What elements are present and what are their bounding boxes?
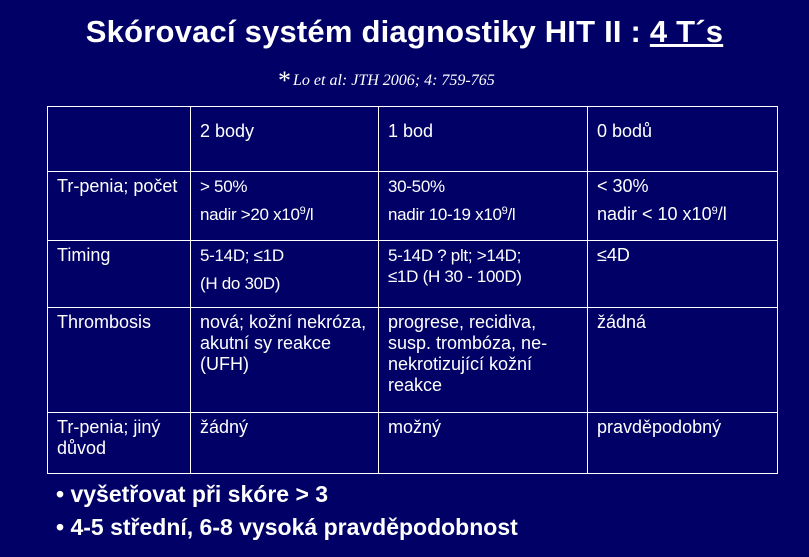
cell-line [597, 204, 769, 225]
table-cell [191, 172, 379, 241]
table-cell [588, 172, 778, 241]
table-cell [588, 241, 778, 308]
row-label: Thrombosis [48, 308, 191, 413]
superscript: 9 [711, 205, 718, 217]
cell-line [388, 204, 579, 225]
table-row-other-cause [48, 413, 778, 474]
table-row-thrombosis [48, 308, 778, 413]
bullet-item: • 4-5 střední, 6-8 vysoká pravděpodobnost [56, 514, 518, 540]
table-cell: možný [379, 413, 588, 474]
table-cell: progrese, recidiva, susp. trombóza, ne-nekrotizující kožní reakce [379, 308, 588, 413]
table-cell: žádná [588, 308, 778, 413]
table-cell [379, 172, 588, 241]
scoring-table [47, 106, 778, 474]
citation-text: Lo et al: JTH 2006; 4: 759-765 [293, 72, 495, 89]
cell-text: /l [305, 205, 314, 224]
header-cell-1-point: 1 bod [379, 107, 588, 172]
table-cell [379, 241, 588, 308]
superscript: 9 [501, 205, 508, 217]
citation-star: * [278, 66, 291, 95]
cell-text: nadir >20 x10 [200, 205, 300, 224]
table-header-row [48, 107, 778, 172]
cell-text: nadir 10-19 x10 [388, 205, 502, 224]
cell-line: 5-14D; ≤1D [200, 246, 284, 265]
cell-text: /l [507, 205, 516, 224]
table-row-timing [48, 241, 778, 308]
cell-text: nadir < 10 x10 [597, 204, 712, 224]
header-cell-2-points: 2 body [191, 107, 379, 172]
superscript: 9 [299, 205, 306, 217]
table-row-trpenia-count [48, 172, 778, 241]
cell-line: 30-50% [388, 177, 445, 196]
row-label: Tr-penia; počet [48, 172, 191, 241]
bullet-item: • vyšetřovat při skóre > 3 [56, 481, 329, 507]
table-cell [191, 241, 379, 308]
cell-text: /l [717, 204, 727, 224]
cell-line: ≤4D [597, 245, 630, 265]
bullet-list [56, 478, 518, 544]
citation [278, 66, 495, 96]
slide-title [0, 14, 809, 50]
row-label: Timing [48, 241, 191, 308]
header-cell-empty [48, 107, 191, 172]
table-cell: žádný [191, 413, 379, 474]
table-cell: nová; kožní nekróza, akutní sy reakce (UFH) [191, 308, 379, 413]
cell-line [200, 204, 370, 225]
cell-line: (H do 30D) [200, 274, 281, 293]
header-cell-0-points: 0 bodů [588, 107, 778, 172]
title-underlined-text: 4 T´s [649, 14, 724, 49]
cell-line: > 50% [200, 177, 248, 196]
title-text: Skórovací systém diagnostiky HIT II : [85, 14, 650, 49]
row-label: Tr-penia; jiný důvod [48, 413, 191, 474]
cell-line: ≤1D (H 30 - 100D) [388, 267, 522, 286]
cell-line: < 30% [597, 176, 649, 196]
cell-line: 5-14D ? plt; >14D; [388, 246, 522, 265]
table-cell: pravděpodobný [588, 413, 778, 474]
